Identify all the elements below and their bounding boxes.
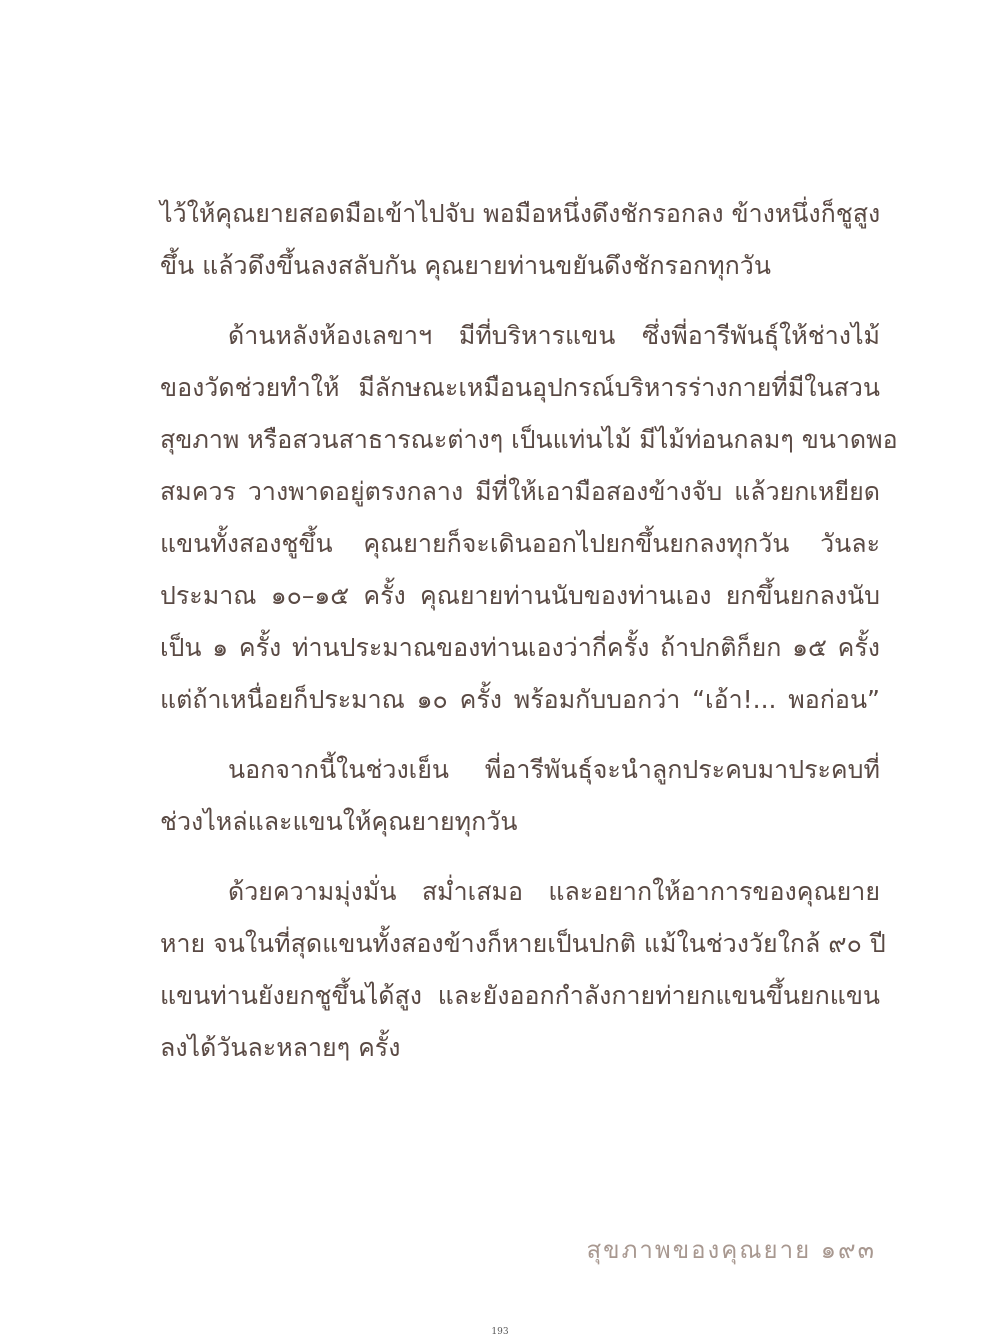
text-line: สุขภาพ หรือสวนสาธารณะต่างๆ เป็นแท่นไม้ มีไม้ท่อนกลมๆ ขนาดพอ	[160, 425, 898, 454]
text-line: ไว้ให้คุณยายสอดมือเข้าไปจับ พอมือหนึ่งดึงชักรอกลง ข้างหนึ่งก็ชูสูง	[160, 199, 881, 228]
paragraph-gap	[160, 848, 880, 866]
text-line: แขนท่านยังยกชูขึ้นได้สูง และยังออกกำลังกายท่ายกแขนขึ้นยกแขน	[160, 981, 880, 1010]
text-line: ช่วงไหล่และแขนให้คุณยายทุกวัน	[160, 807, 518, 836]
text-line: หาย จนในที่สุดแขนทั้งสองข้างก็หายเป็นปกติ แม้ในช่วงวัยใกล้ ๙๐ ปี	[160, 929, 886, 958]
text-line: สมควร วางพาดอยู่ตรงกลาง มีที่ให้เอามือสองข้างจับ แล้วยกเหยียด	[160, 477, 880, 506]
text-line: ด้วยความมุ่งมั่น สม่ำเสมอ และอยากให้อาการของคุณยาย	[228, 877, 880, 906]
text-line: แขนทั้งสองชูขึ้น คุณยายก็จะเดินออกไปยกขึ้นยกลงทุกวัน วันละ	[160, 529, 880, 558]
text-line: ขึ้น แล้วดึงขึ้นลงสลับกัน คุณยายท่านขยันดึงชักรอกทุกวัน	[160, 251, 771, 280]
paragraph-gap	[160, 292, 880, 310]
running-footer: สุขภาพของคุณยาย ๑๙๓	[586, 1236, 876, 1264]
paragraph	[160, 188, 880, 292]
paragraph	[160, 744, 880, 848]
text-line: ของวัดช่วยทำให้ มีลักษณะเหมือนอุปกรณ์บริหารร่างกายที่มีในสวน	[160, 373, 880, 402]
paragraph-gap	[160, 726, 880, 744]
body-text	[160, 188, 898, 1074]
page-number: 193	[491, 1327, 509, 1337]
text-line: ลงได้วันละหลายๆ ครั้ง	[160, 1033, 401, 1062]
paragraph	[160, 866, 886, 1074]
text-line: ด้านหลังห้องเลขาฯ มีที่บริหารแขน ซึ่งพี่อารีพันธุ์ให้ช่างไม้	[228, 321, 880, 350]
text-line: แต่ถ้าเหนื่อยก็ประมาณ ๑๐ ครั้ง พร้อมกับบอกว่า “เอ้า!... พอก่อน”	[160, 685, 880, 714]
text-line: นอกจากนี้ในช่วงเย็น พี่อารีพันธุ์จะนำลูกประคบมาประคบที่	[228, 755, 880, 784]
paragraph	[160, 310, 898, 726]
text-line: เป็น ๑ ครั้ง ท่านประมาณของท่านเองว่ากี่ครั้ง ถ้าปกติก็ยก ๑๕ ครั้ง	[160, 633, 880, 662]
text-line: ประมาณ ๑๐–๑๕ ครั้ง คุณยายท่านนับของท่านเอง ยกขึ้นยกลงนับ	[160, 581, 880, 610]
